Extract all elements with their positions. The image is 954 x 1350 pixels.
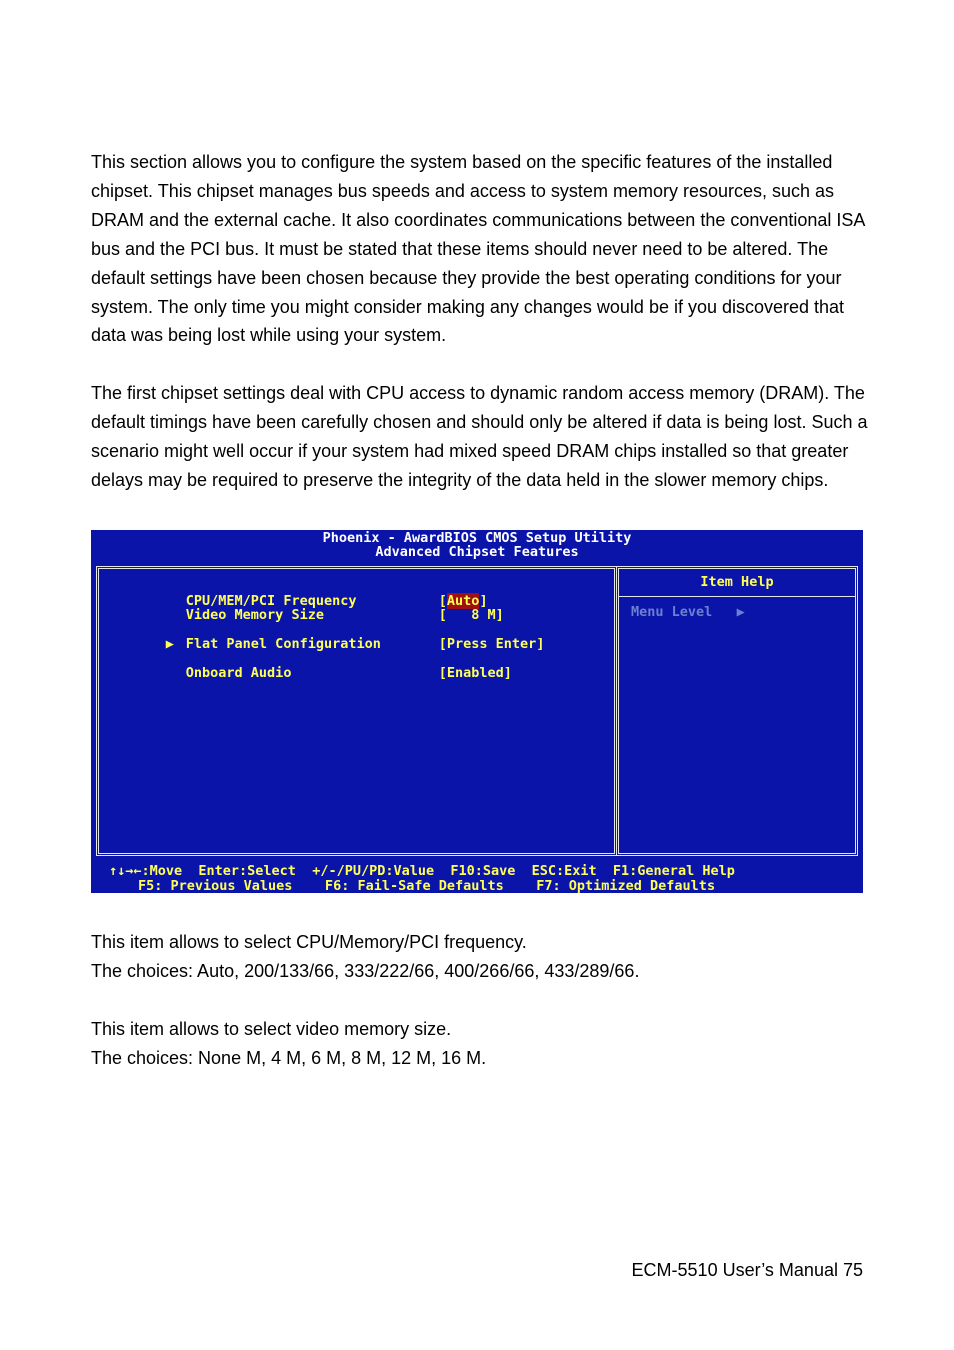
- bios-selected-value[interactable]: Auto: [446, 593, 480, 609]
- bios-item-label: Video Memory Size: [185, 607, 324, 623]
- page-footer: ECM-5510 User’s Manual 75: [631, 1260, 863, 1280]
- bios-item-label: CPU/MEM/PCI Frequency: [185, 593, 357, 609]
- item-help-title: Item Help: [700, 574, 774, 590]
- video-memory-choices: The choices: None M, 4 M, 6 M, 8 M, 12 M, 16 M.: [91, 1048, 487, 1068]
- bios-title: Phoenix - AwardBIOS CMOS Setup Utility: [322, 530, 632, 546]
- bios-item-value[interactable]: [ 8 M]: [438, 607, 504, 623]
- frequency-description: This item allows to select CPU/Memory/PCI frequency.: [91, 932, 527, 952]
- bios-settings-panel: [96, 566, 617, 856]
- intro-paragraph-2: The first chipset settings deal with CPU access to dynamic random access memory (DRAM). The default timings have been carefully chosen and should only be altered if data is being lost. Such a scenario might well occur if your system had mixed speed DRAM chips installed so that greater delays may be required to preserve the integrity of the data held in the slower memory chips.: [91, 383, 868, 490]
- menu-level-text: Menu Level ▶: [631, 604, 745, 620]
- submenu-arrow-icon: ▶: [165, 636, 174, 652]
- bios-key-help-line-2: F5: Previous Values F6: Fail-Safe Defaults F7: Optimized Defaults: [138, 878, 716, 894]
- bios-item-value[interactable]: [Press Enter]: [438, 636, 545, 652]
- bios-screenshot: [91, 530, 863, 893]
- video-memory-description: This item allows to select video memory size.: [91, 1019, 452, 1039]
- bios-item-label: Onboard Audio: [185, 665, 292, 681]
- bios-key-help-line-1: ↑↓→←:Move Enter:Select +/-/PU/PD:Value F10:Save ESC:Exit F1:General Help: [109, 863, 735, 879]
- bios-help-panel: [616, 566, 858, 856]
- bios-subtitle: Advanced Chipset Features: [375, 544, 579, 560]
- bios-item-value[interactable]: [Auto]: [438, 593, 488, 609]
- frequency-choices: The choices: Auto, 200/133/66, 333/222/66, 400/266/66, 433/289/66.: [91, 961, 640, 981]
- help-divider: [619, 596, 855, 597]
- intro-paragraph-1: This section allows you to configure the system based on the specific features of the installed chipset. This chipset manages bus speeds and access to system memory resources, such as DRAM and the external cache. It also coordinates communications between the conventional ISA bus and the PCI bus. It must be stated that these items should never need to be altered. The default settings have been chosen because they provide the best operating conditions for your system. The only time you might consider making any changes would be if you discovered that data was being lost while using your system.: [91, 152, 865, 346]
- bios-item-label: Flat Panel Configuration: [185, 636, 381, 652]
- bios-item-value[interactable]: [Enabled]: [438, 665, 512, 681]
